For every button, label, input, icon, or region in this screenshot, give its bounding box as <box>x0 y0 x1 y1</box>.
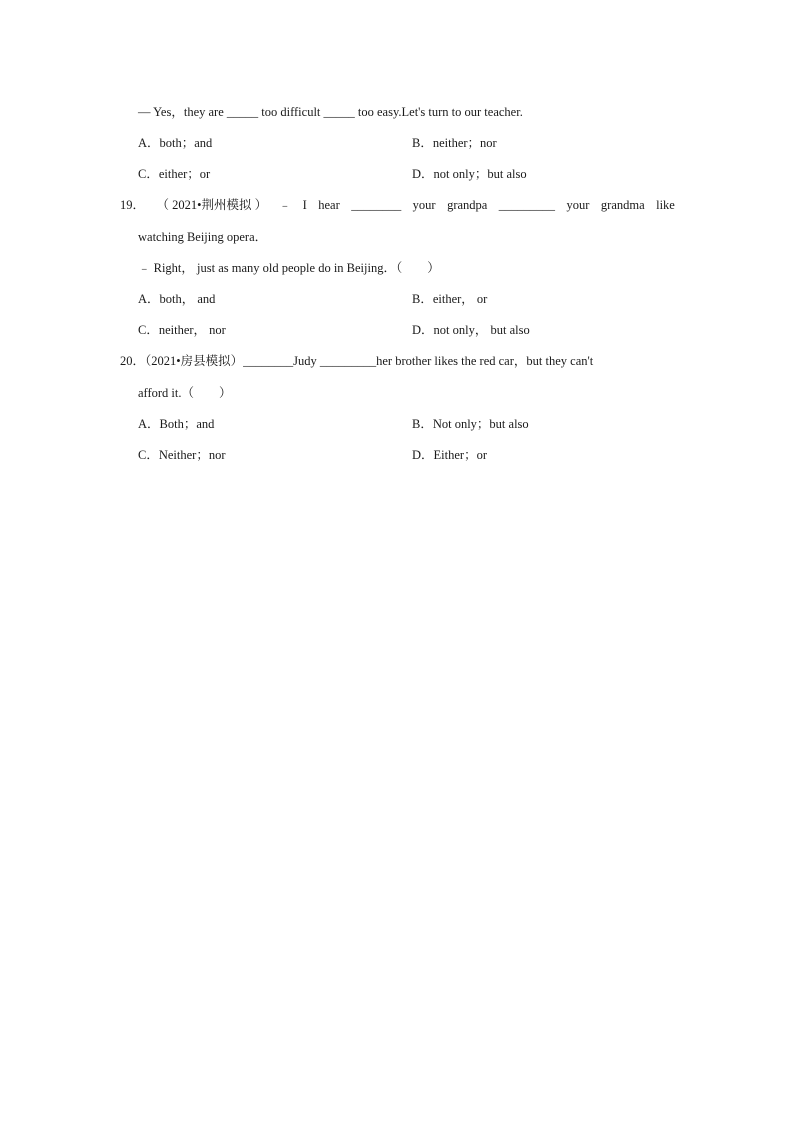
q18-option-b: B．neither；nor <box>412 136 497 150</box>
q19-word: like <box>656 198 675 212</box>
q19-option-b: B．either， or <box>412 292 488 306</box>
q20-option-c: C．Neither；nor <box>138 448 226 462</box>
q19-word: I <box>302 198 307 212</box>
q19-blank: _________ <box>498 198 556 212</box>
q19-option-d: D．not only， but also <box>412 323 530 337</box>
q19-question-line-2: watching Beijing opera． <box>138 230 268 244</box>
q19-dash: ﹣ <box>278 198 292 212</box>
q19-word: hear <box>318 198 340 212</box>
q20-question-line-2: afford it.（ ） <box>138 386 232 400</box>
q19-word: your <box>412 198 436 212</box>
q19-word: grandpa <box>447 198 488 212</box>
q18-option-d: D．not only；but also <box>412 167 527 181</box>
q19-number: 19． <box>120 198 146 212</box>
q20-question-line-1: 20．（2021•房县模拟）________Judy _________her brother likes the red car，but they can't <box>120 354 594 368</box>
q20-option-b: B．Not only；but also <box>412 417 529 431</box>
q19-question-line-1 <box>120 197 675 213</box>
q20-option-a: A．Both；and <box>138 417 215 431</box>
q20-option-d: D．Either；or <box>412 448 487 462</box>
q19-option-a: A．both， and <box>138 292 216 306</box>
q19-word: your <box>566 198 590 212</box>
q18-continuation-line: — Yes，they are _____ too difficult _____ too easy.Let's turn to our teacher. <box>138 105 523 119</box>
q18-option-a: A．both；and <box>138 136 213 150</box>
q19-blank: ________ <box>351 198 402 212</box>
q19-source: （ 2021•荆州模拟 ） <box>156 198 268 212</box>
q19-word: grandma <box>600 198 645 212</box>
q19-option-c: C．neither， nor <box>138 323 226 337</box>
q19-question-line-3: ﹣ Right， just as many old people do in Beijing．（ ） <box>138 261 440 275</box>
q18-option-c: C．either；or <box>138 167 211 181</box>
